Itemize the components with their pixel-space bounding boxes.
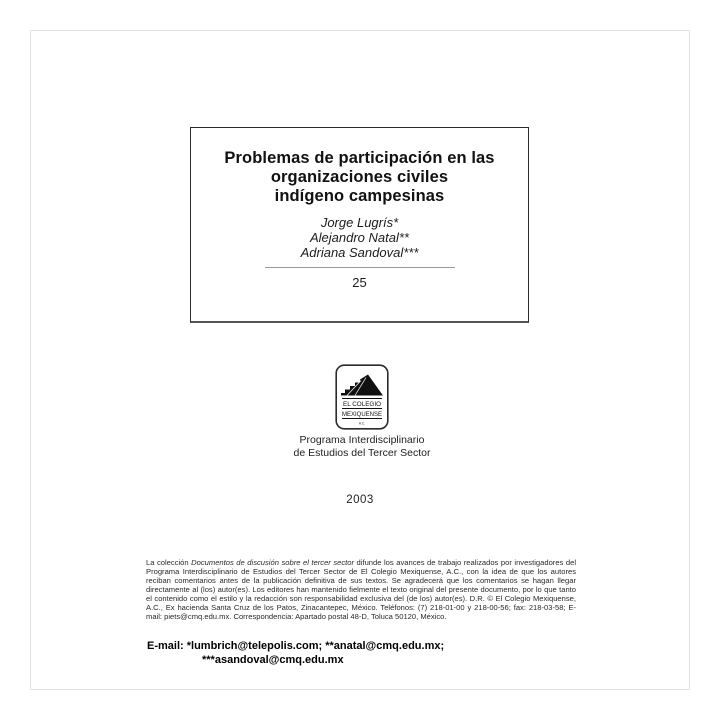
- divider-rule: [265, 267, 455, 268]
- author-name: Adriana Sandoval***: [300, 245, 419, 260]
- colophon-paragraph: [146, 558, 576, 621]
- program-name: [232, 434, 492, 460]
- mountain-logo-icon: [335, 364, 389, 430]
- document-title-line-2: organizaciones civiles: [270, 168, 449, 186]
- logo-text-line-2: MEXIQUENSE: [342, 412, 382, 418]
- author-name: Jorge Lugrís*: [320, 215, 399, 230]
- series-title: Documentos de discusión sobre el tercer sector: [191, 558, 355, 567]
- program-name-line-1: Programa Interdisciplinario: [299, 434, 425, 446]
- colegio-mexiquense-logo: [335, 364, 389, 430]
- document-title-line-1: Problemas de participación en las: [224, 149, 495, 167]
- colophon-lead: La colección: [146, 558, 192, 567]
- publication-year: 2003: [346, 494, 374, 506]
- contact-emails-line-2: ***asandoval@cmq.edu.mx: [202, 653, 344, 666]
- document-title-line-3: indígeno campesinas: [274, 187, 445, 205]
- contact-emails: [147, 640, 577, 667]
- author-name: Alejandro Natal**: [309, 230, 409, 245]
- program-name-line-2: de Estudios del Tercer Sector: [293, 447, 431, 459]
- document-number: 25: [352, 275, 367, 290]
- title-box: [190, 127, 529, 323]
- logo-suffix: A.C.: [358, 421, 366, 426]
- colophon-body: difunde los avances de trabajo realizados por investigadores del Programa Interdisciplinario de Estudios del Tercer Sector de El Colegio Mexiquense, A.C., con la idea de que los autores reciban comentarios antes de la publicación definitiva de sus textos. Se agradecerá que los comentarios se hagan llegar directamente al (los) autor(es). Los editores han mantenido fielmente el texto original del presente documento, por lo que tanto el contenido como el estilo y la redacción son responsabilidad exclusiva del (de los) autor(es). D.R. © El Colegio Mexiquense, A.C., Ex hacienda Santa Cruz de los Patos, Zinacantepec, México. Teléfonos: (7) 218-01-00 y 218-00-56; fax: 218-03-58; E-mail: piets@cmq.edu.mx. Correspondencia: Apartado postal 48-D, Toluca 50120, México.: [146, 558, 576, 621]
- authors-list: [191, 215, 528, 260]
- contact-emails-line-1: E-mail: *lumbrich@telepolis.com; **anatal@cmq.edu.mx;: [147, 640, 445, 652]
- logo-text-line-1: EL COLEGIO: [343, 402, 382, 408]
